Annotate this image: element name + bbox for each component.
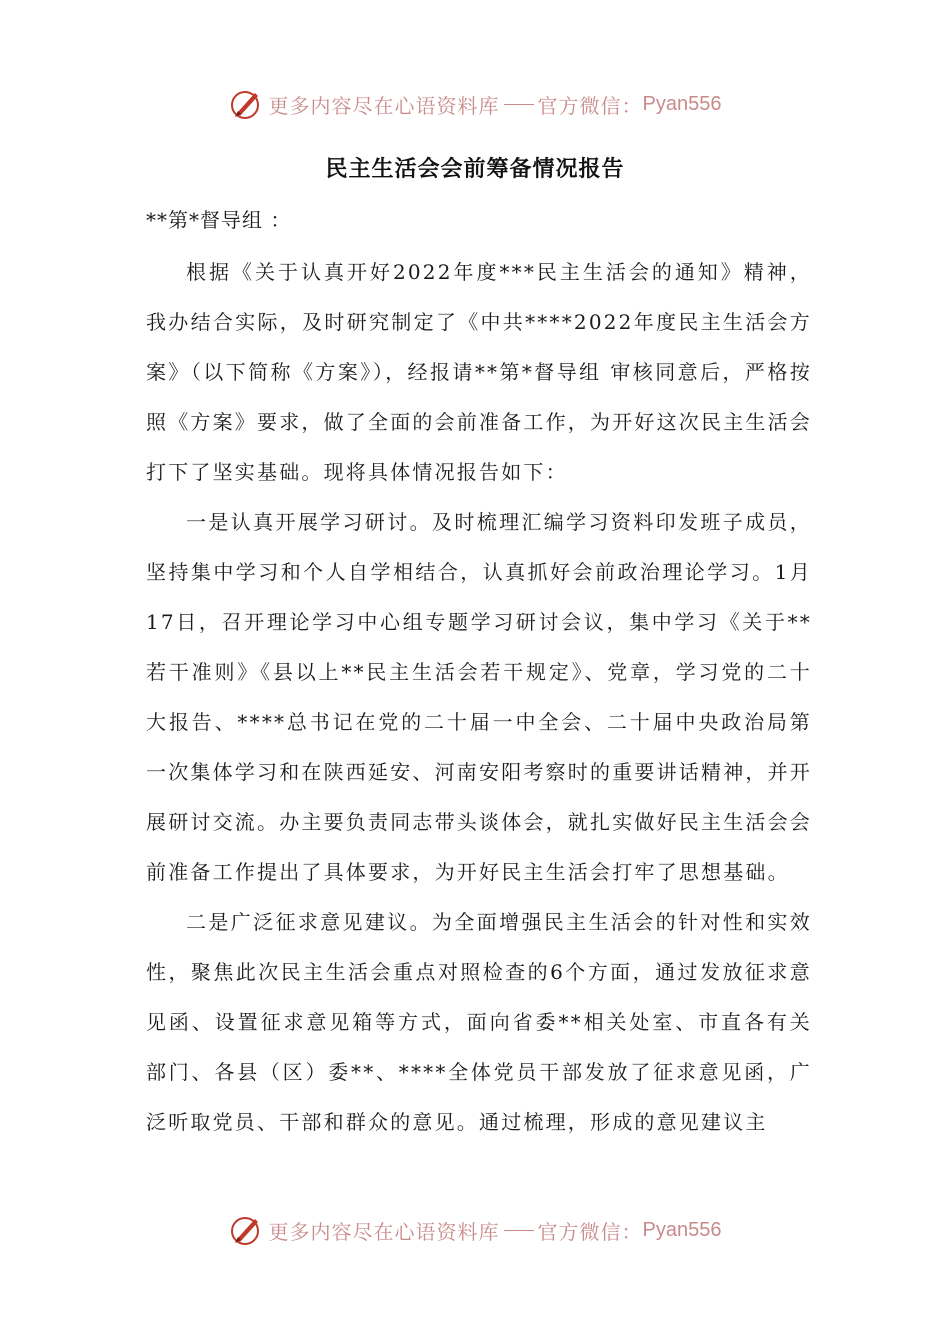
pen-circle-icon <box>229 87 263 121</box>
document-body <box>146 247 812 1147</box>
footer-watermark-banner <box>0 1210 950 1250</box>
banner-slogan: 更多内容尽在心语资料库 <box>268 93 500 118</box>
body-paragraph: 二是广泛征求意见建议。为全面增强民主生活会的针对性和实效性，聚焦此次民主生活会重点对照检查的6个方面，通过发放征求意见函、设置征求意见箱等方式，面向省委**相关处室、市直各有关部门、各县（区）委**、****全体党员干部发放了征求意见函，广泛听取党员、干部和群众的意见。通过梳理，形成的意见建议主 <box>146 910 812 1134</box>
body-paragraph: 一是认真开展学习研讨。及时梳理汇编学习资料印发班子成员，坚持集中学习和个人自学相结合，认真抓好会前政治理论学习。1月17日，召开理论学习中心组专题学习研讨会议，集中学习《关于**若干准则》《县以上**民主生活会若干规定》、党章，学习党的二十大报告、****总书记在党的二十届一中全会、二十届中央政治局第一次集体学习和在陕西延安、河南安阳考察时的重要讲话精神，并开展研讨交流。办主要负责同志带头谈体会，就扎实做好民主生活会会前准备工作提出了具体要求，为开好民主生活会打牢了思想基础。 <box>146 510 812 884</box>
body-paragraph: 根据《关于认真开好2022年度***民主生活会的通知》精神，我办结合实际，及时研究制定了《中共****2022年度民主生活会方案》（以下简称《方案》），经报请**第*督导组 审核同意后，严格按照《方案》要求，做了全面的会前准备工作，为开好这次民主生活会打下了坚实基础。现将具体情况报告如下： <box>146 260 812 484</box>
pen-circle-icon <box>229 1213 263 1247</box>
document-title: 民主生活会会前筹备情况报告 <box>325 157 625 182</box>
banner-account: Pyan556 <box>642 1218 722 1241</box>
banner-account: Pyan556 <box>642 92 722 115</box>
header-watermark-banner <box>0 84 950 124</box>
document-salutation: **第*督导组 ： <box>146 208 292 232</box>
banner-dash <box>504 1230 534 1231</box>
banner-dash <box>504 104 534 105</box>
banner-wechat-label: 官方微信： <box>537 93 643 118</box>
banner-wechat-label: 官方微信： <box>537 1219 643 1244</box>
banner-slogan: 更多内容尽在心语资料库 <box>268 1219 500 1244</box>
